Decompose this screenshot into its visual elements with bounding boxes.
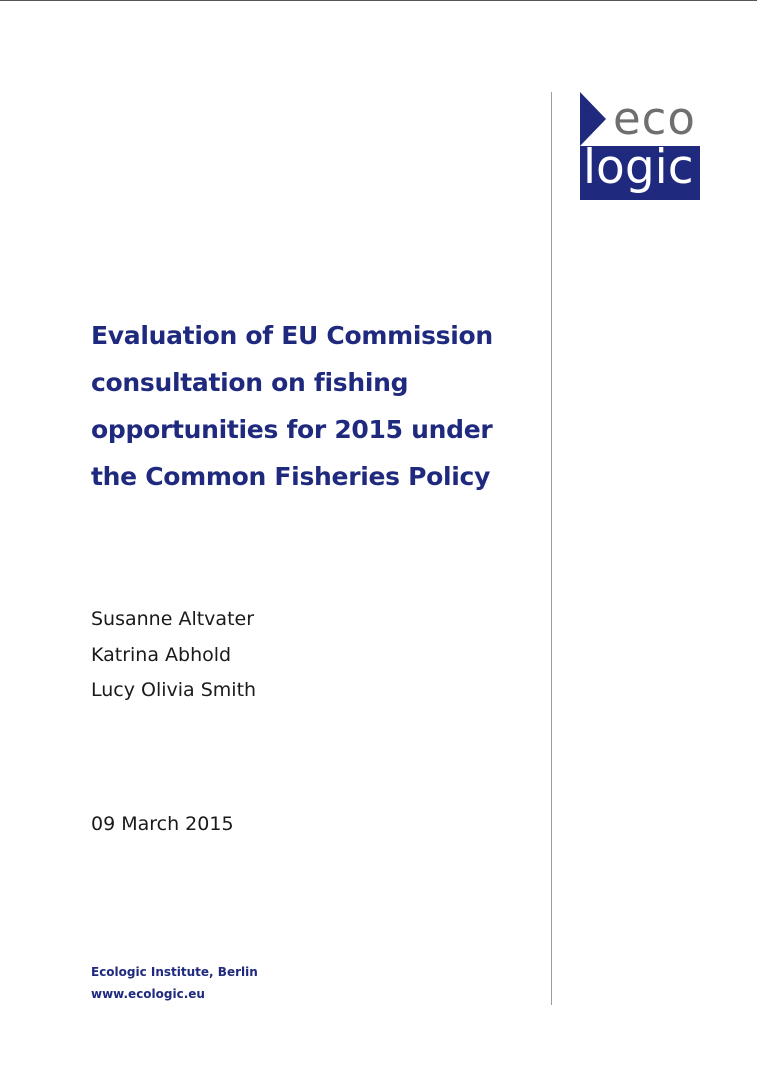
- author-list: [91, 602, 256, 709]
- logo-eco-text: eco: [613, 92, 696, 145]
- author-name: Susanne Altvater: [91, 608, 255, 630]
- logo-triangle-icon: [580, 92, 606, 146]
- publication-date: 09 March 2015: [91, 813, 234, 835]
- website-link[interactable]: www.ecologic.eu: [91, 987, 205, 1001]
- logo-logic-text: logic: [583, 146, 694, 195]
- document-title: Evaluation of EU Commission consultation on fishing opportunities for 2015 under the Common Fisheries Policy: [91, 321, 493, 491]
- author-name: Katrina Abhold: [91, 643, 232, 666]
- author-name: Lucy Olivia Smith: [91, 679, 257, 701]
- vertical-divider: [551, 92, 552, 1005]
- institute-name: Ecologic Institute, Berlin: [91, 965, 258, 979]
- logo-box: [580, 146, 700, 200]
- footer: [91, 961, 258, 1005]
- ecologic-logo: [580, 92, 701, 200]
- page-top-border: [0, 0, 757, 1]
